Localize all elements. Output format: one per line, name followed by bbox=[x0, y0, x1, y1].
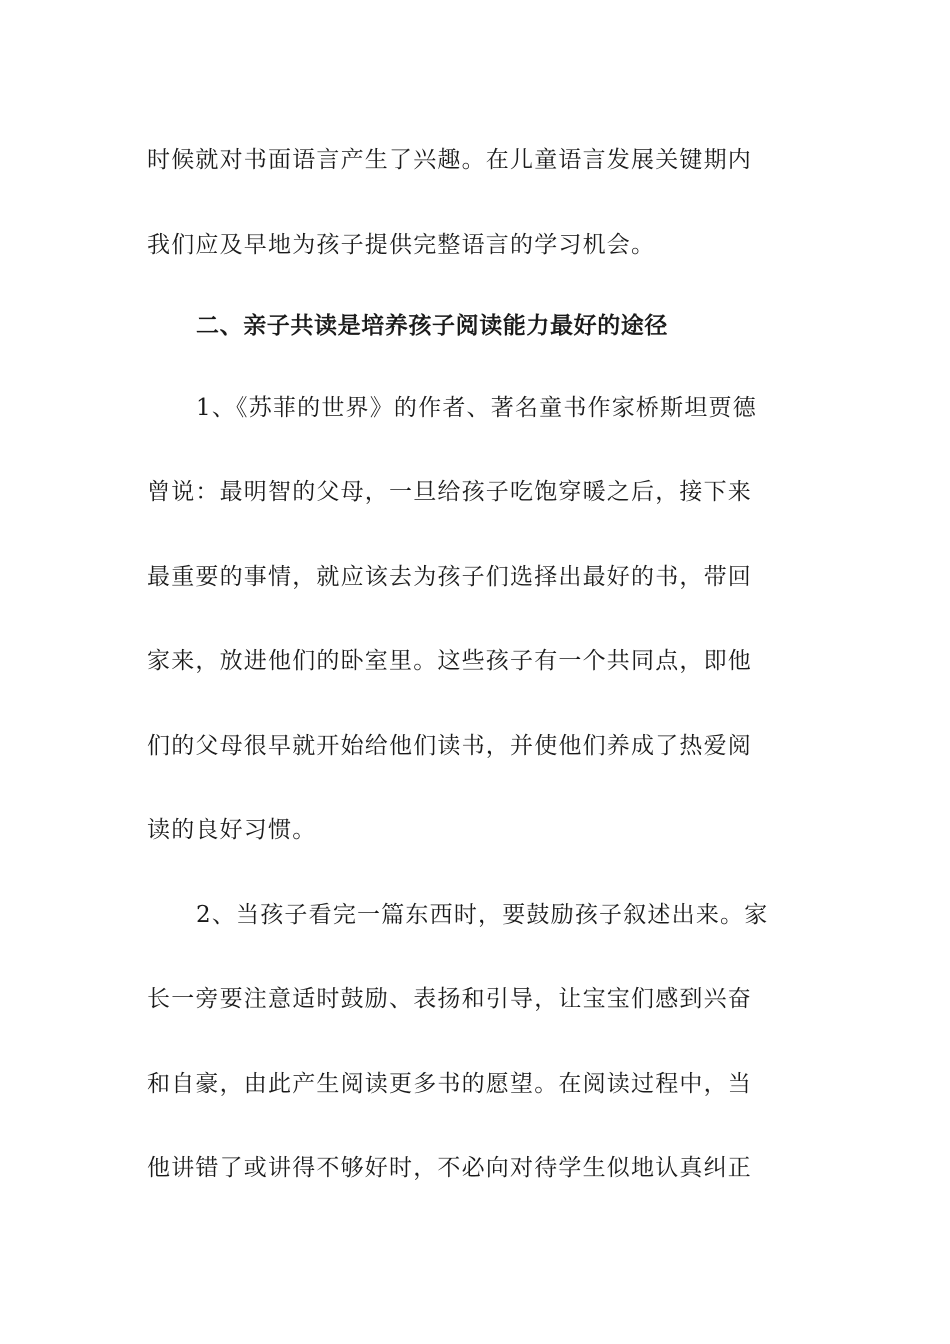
paragraph-line: 我们应及早地为孩子提供完整语言的学习机会。 bbox=[147, 232, 656, 258]
paragraph-line: 时候就对书面语言产生了兴趣。在儿童语言发展关键期内 bbox=[147, 147, 752, 173]
paragraph-line: 读的良好习惯。 bbox=[147, 817, 317, 843]
paragraph-line: 最重要的事情，就应该去为孩子们选择出最好的书，带回 bbox=[147, 564, 752, 590]
paragraph-line: 他讲错了或讲得不够好时，不必向对待学生似地认真纠正 bbox=[147, 1155, 752, 1181]
paragraph-line: 2、当孩子看完一篇东西时，要鼓励孩子叙述出来。家 bbox=[196, 902, 769, 928]
paragraph-line: 家来，放进他们的卧室里。这些孩子有一个共同点，即他 bbox=[147, 648, 752, 674]
paragraph-line: 曾说：最明智的父母，一旦给孩子吃饱穿暖之后，接下来 bbox=[147, 479, 752, 505]
paragraph-line: 1、《苏菲的世界》的作者、著名童书作家桥斯坦贾德 bbox=[196, 395, 757, 421]
paragraph-line: 们的父母很早就开始给他们读书，并使他们养成了热爱阅 bbox=[147, 733, 752, 759]
paragraph-line: 长一旁要注意适时鼓励、表扬和引导，让宝宝们感到兴奋 bbox=[147, 986, 752, 1012]
section-heading: 二、亲子共读是培养孩子阅读能力最好的途径 bbox=[196, 312, 668, 339]
paragraph-line: 和自豪，由此产生阅读更多书的愿望。在阅读过程中，当 bbox=[147, 1071, 752, 1097]
